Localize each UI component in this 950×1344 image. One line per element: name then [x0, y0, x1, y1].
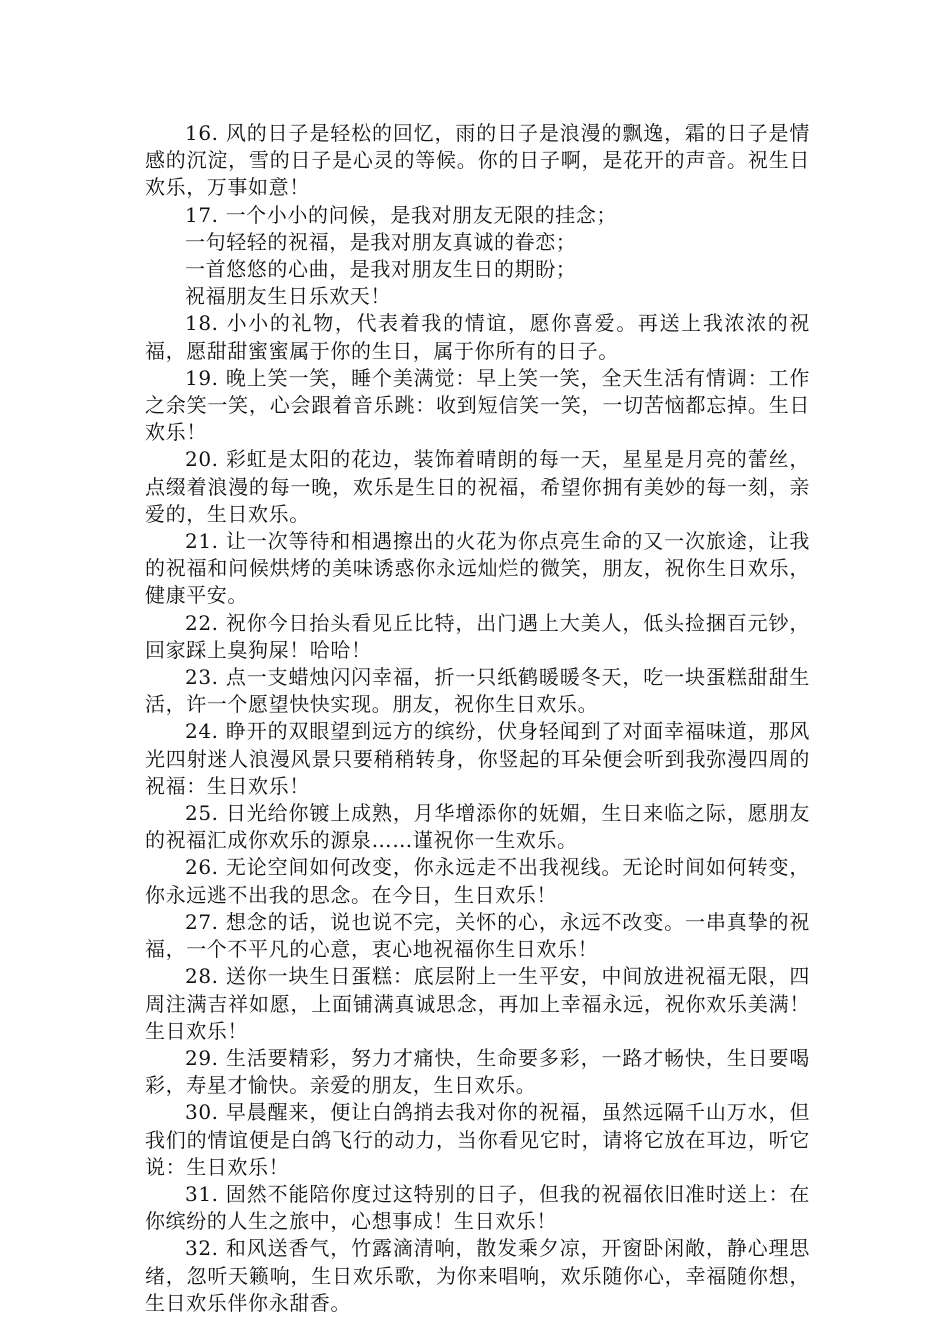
paragraph-22: 22. 祝你今日抬头看见丘比特，出门遇上大美人，低头捡捆百元钞，回家踩上臭狗屎！哈哈！: [145, 610, 810, 662]
paragraph-20: 20. 彩虹是太阳的花边，装饰着晴朗的每一天，星星是月亮的蕾丝，点缀着浪漫的每一晚，欢乐是生日的祝福，希望你拥有美妙的每一刻，亲爱的，生日欢乐。: [145, 447, 810, 526]
paragraph-17-line-3: 一首悠悠的心曲，是我对朋友生日的期盼；: [185, 257, 577, 282]
paragraph-16: 16. 风的日子是轻松的回忆，雨的日子是浪漫的飘逸，霜的日子是情感的沉淀，雪的日子是心灵的等候。你的日子啊，是花开的声音。祝生日欢乐，万事如意！: [145, 121, 810, 200]
paragraph-21: 21. 让一次等待和相遇擦出的火花为你点亮生命的又一次旅途，让我的祝福和问候烘烤的美味诱惑你永远灿烂的微笑，朋友，祝你生日欢乐，健康平安。: [145, 529, 810, 608]
paragraph-32: 32. 和风送香气，竹露滴清响，散发乘夕凉，开窗卧闲敞，静心理思绪，忽听天籁响，生日欢乐歌，为你来唱响，欢乐随你心，幸福随你想，生日欢乐伴你永甜香。: [145, 1236, 810, 1315]
paragraph-18: 18. 小小的礼物，代表着我的情谊，愿你喜爱。再送上我浓浓的祝福，愿甜甜蜜蜜属于你的生日，属于你所有的日子。: [145, 311, 810, 363]
paragraph-24: 24. 睁开的双眼望到远方的缤纷，伏身轻闻到了对面幸福味道，那风光四射迷人浪漫风景只要稍稍转身，你竖起的耳朵便会听到我弥漫四周的祝福：生日欢乐！: [145, 719, 810, 798]
paragraph-17-line-2: 一句轻轻的祝福，是我对朋友真诚的眷恋；: [185, 229, 577, 254]
paragraph-26: 26. 无论空间如何改变，你永远走不出我视线。无论时间如何转变，你永远逃不出我的思念。在今日，生日欢乐！: [145, 855, 810, 907]
paragraph-29: 29. 生活要精彩，努力才痛快，生命要多彩，一路才畅快，生日要喝彩，寿星才愉快。亲爱的朋友，生日欢乐。: [145, 1045, 810, 1098]
paragraph-23: 23. 点一支蜡烛闪闪幸福，折一只纸鹤暖暖冬天，吃一块蛋糕甜甜生活，许一个愿望快快实现。朋友，祝你生日欢乐。: [145, 665, 810, 717]
paragraph-28: 28. 送你一块生日蛋糕：底层附上一生平安，中间放进祝福无限，四周注满吉祥如愿，上面铺满真诚思念，再加上幸福永远，祝你欢乐美满！生日欢乐！: [145, 964, 810, 1043]
paragraph-30: 30. 早晨醒来，便让白鸽捎去我对你的祝福，虽然远隔千山万水，但我们的情谊便是白鸽飞行的动力，当你看见它时，请将它放在耳边，听它说：生日欢乐！: [145, 1100, 810, 1179]
paragraph-25: 25. 日光给你镀上成熟，月华增添你的妩媚，生日来临之际，愿朋友的祝福汇成你欢乐的源泉……谨祝你一生欢乐。: [145, 801, 810, 853]
document-body: [145, 120, 810, 1317]
paragraph-17-line-4: 祝福朋友生日乐欢天！: [185, 284, 391, 309]
paragraph-27: 27. 想念的话，说也说不完，关怀的心，永远不改变。一串真挚的祝福，一个不平凡的心意，衷心地祝福你生日欢乐！: [145, 909, 810, 962]
paragraph-31: 31. 固然不能陪你度过这特别的日子，但我的祝福依旧准时送上：在你缤纷的人生之旅中，心想事成！生日欢乐！: [145, 1181, 810, 1234]
paragraph-19: 19. 晚上笑一笑，睡个美满觉：早上笑一笑，全天生活有情调：工作之余笑一笑，心会跟着音乐跳：收到短信笑一笑，一切苦恼都忘掉。生日欢乐！: [145, 365, 810, 445]
paragraph-17-line-1: 17. 一个小小的问候，是我对朋友无限的挂念；: [185, 202, 617, 227]
